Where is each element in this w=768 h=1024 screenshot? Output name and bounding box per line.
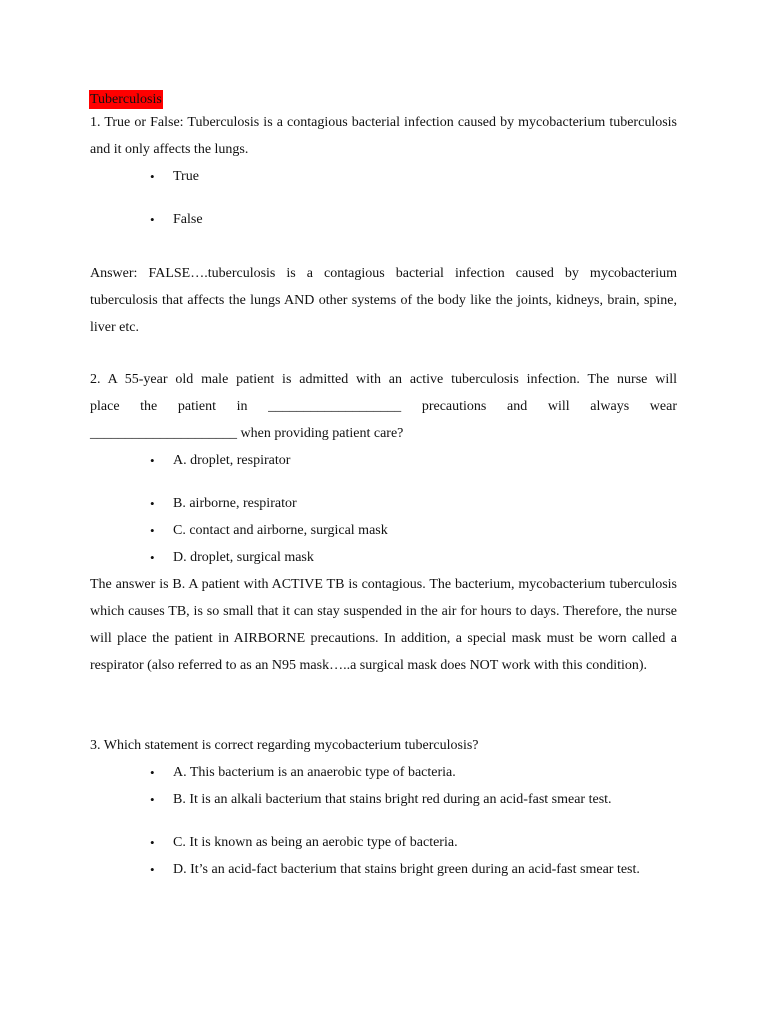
q3-option-b: • B. It is an alkali bacterium that stains bright red during an acid-fast smear test. [90, 786, 677, 813]
q2-answer: The answer is B. A patient with ACTIVE TB is contagious. The bacterium, mycobacterium tuberculosis which causes TB, is so small that it can stay suspended in the air for hours to days. Therefore, the nurse will place the patient in AIRBORNE precautions. In addition, a special mask must be worn called a respirator (also referred to as an N95 mask…..a surgical mask does NOT work with this condition). [90, 577, 677, 673]
q2-option-d: • D. droplet, surgical mask [90, 544, 677, 571]
q1-answer: Answer: FALSE….tuberculosis is a contagious bacterial infection caused by mycobacterium tuberculosis that affects the lungs AND other systems of the body like the joints, kidneys, brain, spine, liver etc. [90, 266, 677, 335]
q3-options [90, 759, 677, 883]
q2-question-line-1: 2. A 55-year old male patient is admitted with an active tuberculosis infection. The nurse will [90, 372, 677, 387]
document-title: Tuberculosis [90, 92, 162, 107]
q2-question-line-3: _____________________ when providing patient care? [90, 426, 404, 441]
q2-option-c: • C. contact and airborne, surgical mask [90, 517, 677, 544]
q3-question: 3. Which statement is correct regarding mycobacterium tuberculosis? [90, 738, 479, 753]
q3-option-a: • A. This bacterium is an anaerobic type of bacteria. [90, 759, 677, 786]
document-page [90, 90, 677, 883]
q1-options [90, 163, 677, 233]
q2-option-b: • B. airborne, respirator [90, 490, 677, 517]
q2-question [90, 366, 677, 447]
q2-options [90, 447, 677, 571]
q1-option-false: • False [90, 206, 677, 233]
q3-option-c: • C. It is known as being an aerobic type of bacteria. [90, 829, 677, 856]
q1-option-true: • True [90, 163, 677, 190]
q3-option-d: • D. It’s an acid-fact bacterium that stains bright green during an acid-fast smear test. [90, 856, 677, 883]
q2-question-line-2: place the patient in ___________________ precautions and will always wear [90, 399, 677, 414]
q1-question: 1. True or False: Tuberculosis is a contagious bacterial infection caused by mycobacterium tuberculosis and it only affects the lungs. [90, 115, 677, 157]
q2-option-a: • A. droplet, respirator [90, 447, 677, 474]
